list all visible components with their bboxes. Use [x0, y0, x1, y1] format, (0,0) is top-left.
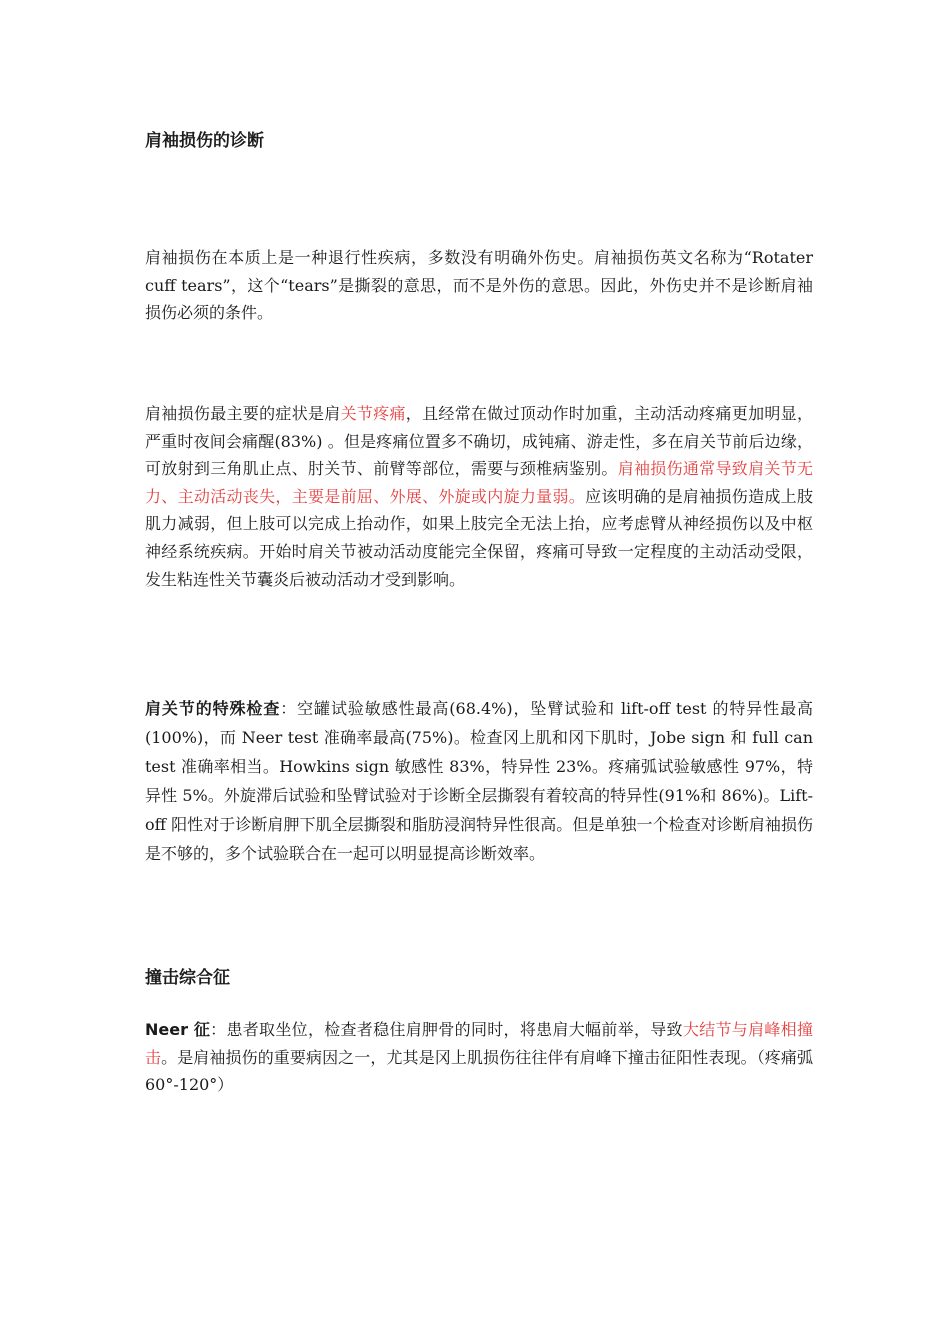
section-title-impingement: 撞击综合征: [145, 968, 230, 988]
symptoms-text-e: 应该明确的是肩袖损伤造成上肢肌力减弱，但上肢可以完成上抬动作，如果上肢完全无法上抬，应考虑臂从神经损伤以及中枢神经系统疾病。开始时肩关节被动活动度能完全保留，疼痛可导致一定程度的主动活动受限，发生粘连性关节囊炎后被动活动才受到影响。: [145, 486, 813, 589]
paragraph-special-exams: [145, 694, 813, 868]
paragraph-symptoms: [145, 400, 813, 593]
neer-sign-text-a: ：患者取坐位，检查者稳住肩胛骨的同时，将患肩大幅前举，导致: [210, 1020, 683, 1039]
neer-sign-text-c: 。是肩袖损伤的重要病因之一，尤其是冈上肌损伤往往伴有肩峰下撞击征阳性表现。（疼痛弧 60°-120°）: [145, 1047, 813, 1095]
neer-sign-lead: Neer 征: [145, 1020, 211, 1039]
symptoms-highlight-pain: 关节疼痛: [340, 404, 406, 423]
symptoms-highlight-weakness: 肩袖损伤通常导致肩关节无力、主动活动丧失，主要是前屈、外展、外旋或内旋力量弱。: [145, 459, 813, 506]
symptoms-text-a: 肩袖损伤最主要的症状是肩: [145, 404, 341, 423]
paragraph-neer-sign: [145, 1016, 813, 1099]
neer-sign-highlight: 大结节与肩峰相撞击: [145, 1020, 813, 1067]
symptoms-text-c: ，且经常在做过顶动作时加重，主动活动疼痛更加明显，严重时夜间会痛醒(83%) 。但是疼痛位置多不确切，成钝痛、游走性，多在肩关节前后边缘，可放射到三角肌止点、肘关节、前臂等部位，需要与颈椎病鉴别。: [145, 404, 813, 479]
special-exams-lead: 肩关节的特殊检查: [145, 699, 281, 718]
doc-title: 肩袖损伤的诊断: [145, 131, 264, 151]
paragraph-intro: 肩袖损伤在本质上是一种退行性疾病，多数没有明确外伤史。肩袖损伤英文名称为“Rotater cuff tears”，这个“tears”是撕裂的意思，而不是外伤的意思。因此，外伤史并不是诊断肩袖损伤必须的条件。: [145, 248, 813, 323]
special-exams-body: ：空罐试验敏感性最高(68.4%)，坠臂试验和 lift-off test 的特异性最高(100%)，而 Neer test 准确率最高(75%)。检查冈上肌和冈下肌时，Jobe sign 和 full can test 准确率相当。Howkins sign 敏感性 83%，特异性 23%。疼痛弧试验敏感性 97%，特异性 5%。外旋滞后试验和坠臂试验对于诊断全层撕裂有着较高的特异性(91%和 86%)。Lift-off 阳性对于诊断肩胛下肌全层撕裂和脂肪浸润特异性很高。但是单独一个检查对诊断肩袖损伤是不够的，多个试验联合在一起可以明显提高诊断效率。: [145, 699, 813, 863]
